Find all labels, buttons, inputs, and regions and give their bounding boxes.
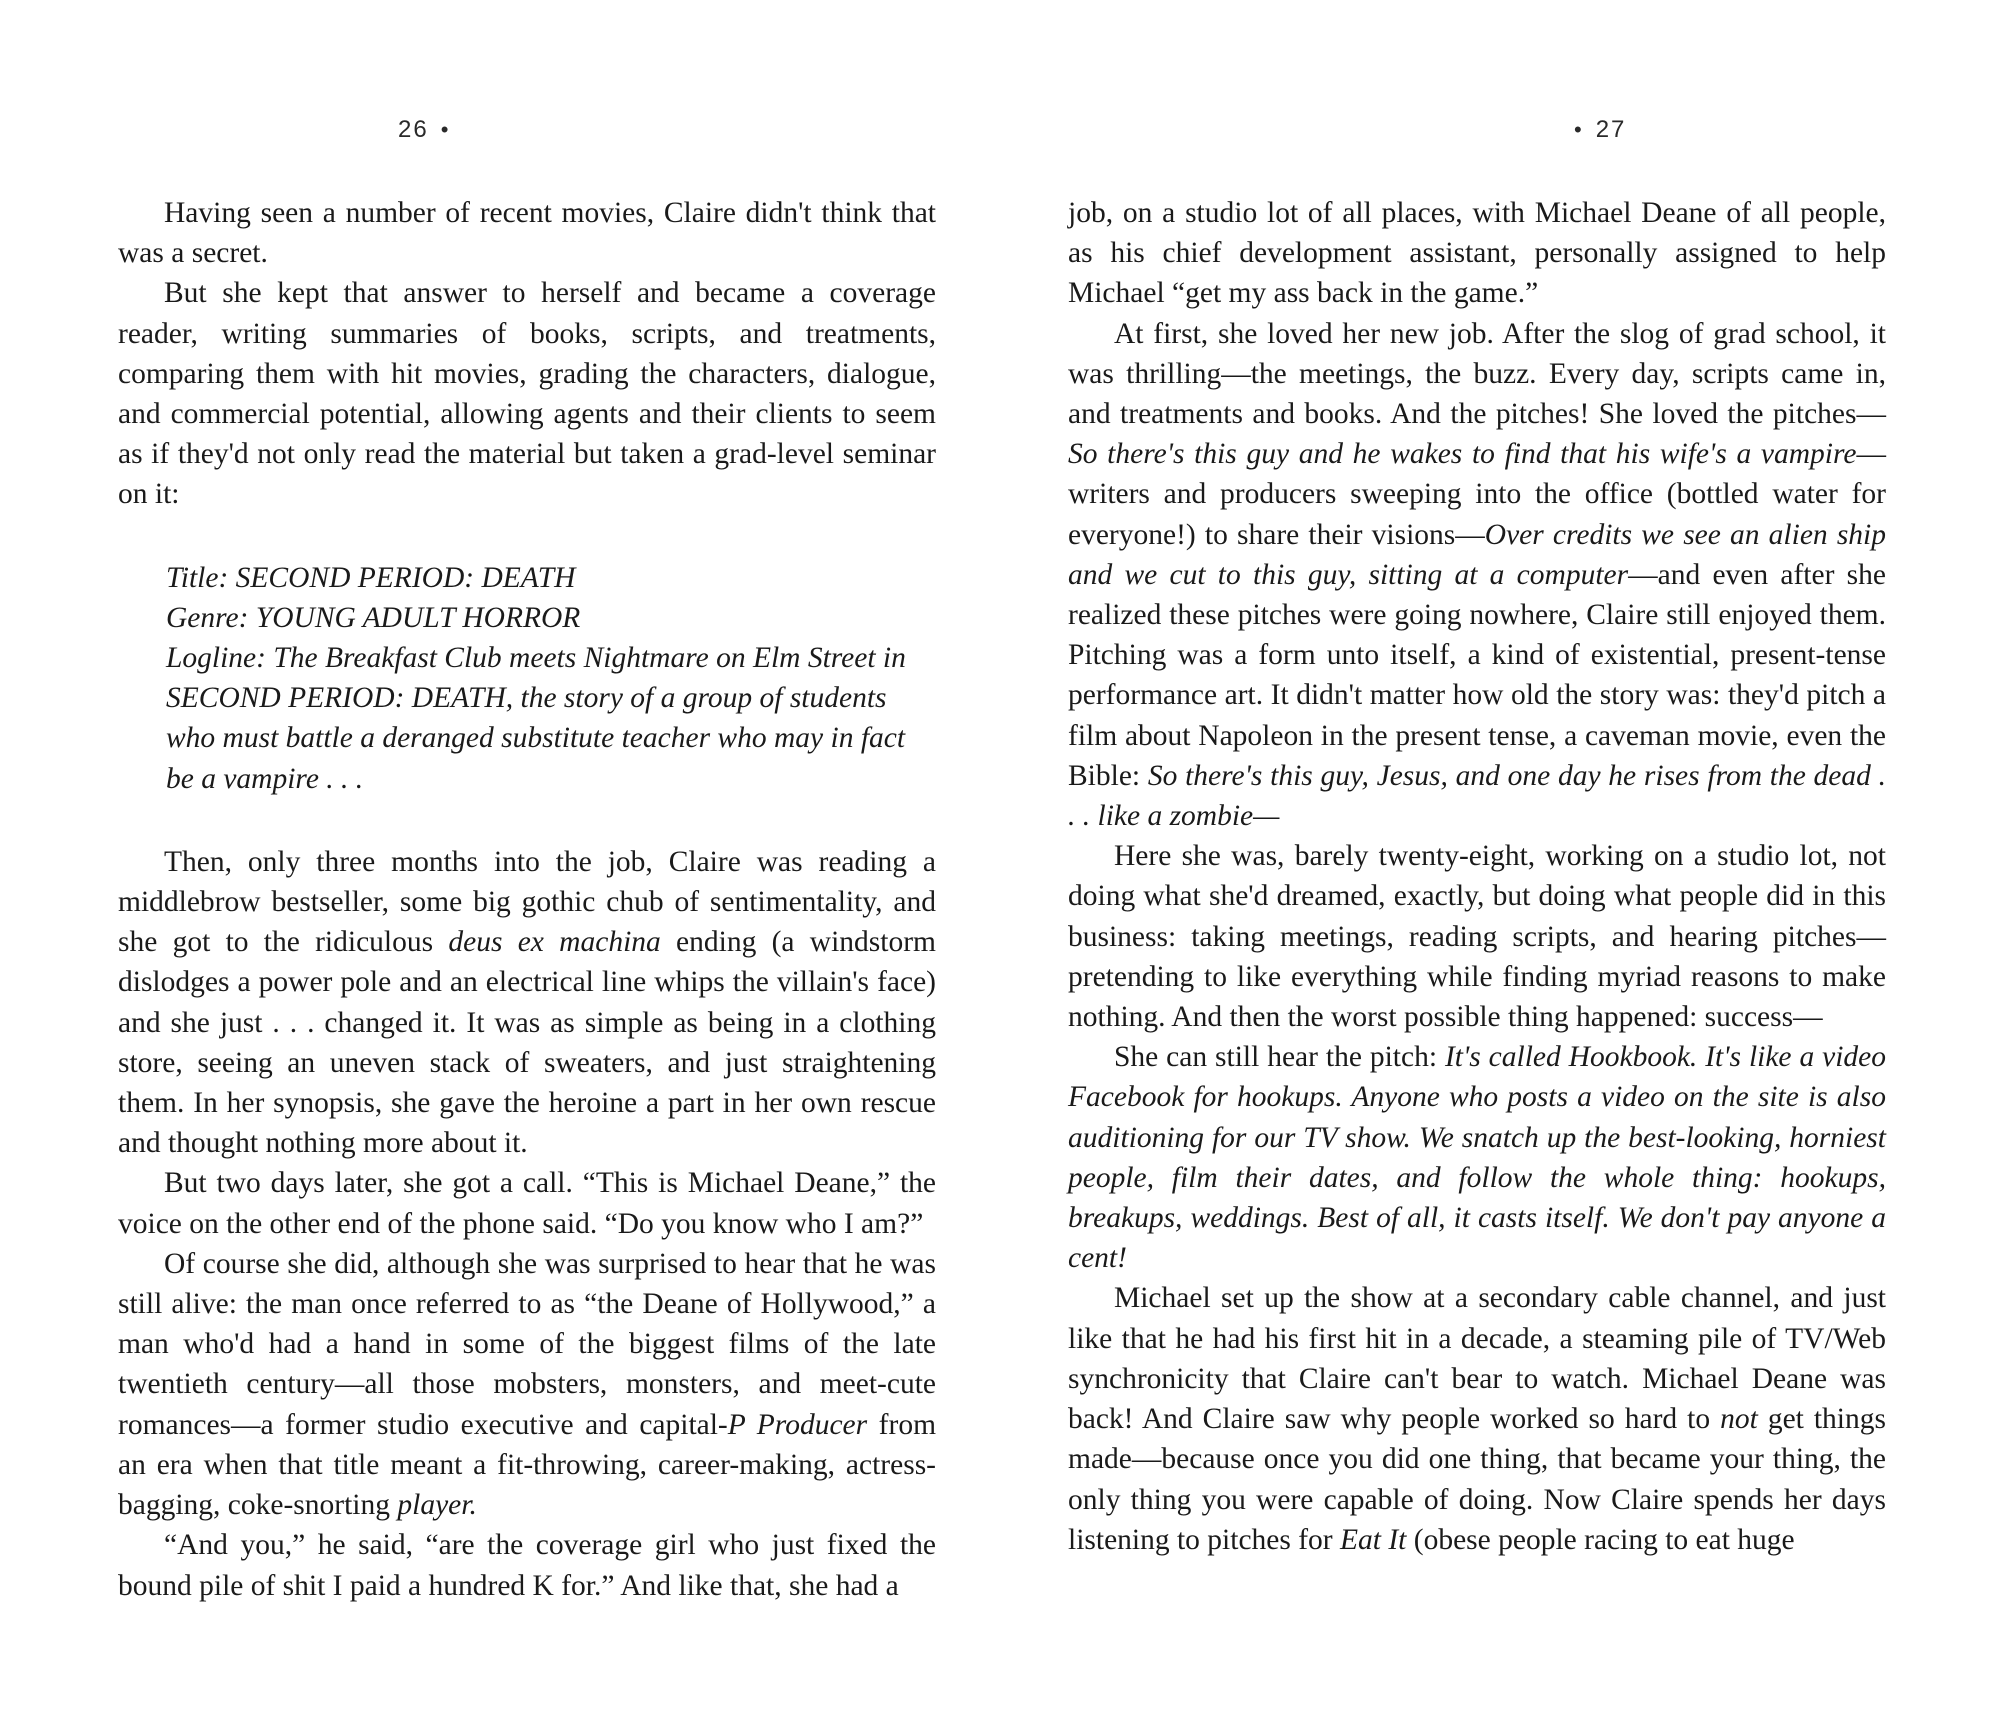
right-paragraph-3: Here she was, barely twenty-eight, working on a studio lot, not doing what she'd dreamed, exactly, but doing what people did in this business: taking meetings, reading scripts, and hearing pitches—pretending to like everything while finding myriad reasons to make nothing. And then the worst possible thing happened: success— <box>1068 840 1886 1034</box>
left-paragraph-3: Then, only three months into the job, Claire was reading a middlebrow bestseller, some big gothic chub of sentimentality, and she got to the ridiculous deus ex machina ending (a windstorm dislodges a power pole and an electrical line whips the villain's face) and she just . . . changed it. It was as simple as being in a clothing store, seeing an uneven stack of sweaters, and just straightening them. In her synopsis, she gave the heroine a part in her own rescue and thought nothing more about it. <box>118 845 936 1160</box>
italic-phrase: So there's this guy and he wakes to find that his wife's a vampire <box>1068 438 1857 471</box>
coverage-genre: Genre: YOUNG ADULT HORROR <box>166 601 581 634</box>
right-paragraph-1: job, on a studio lot of all places, with Michael Deane of all people, as his chief development assistant, personally assigned to help Michael “get my ass back in the game.” <box>1068 197 1886 310</box>
italic-phrase: P Producer <box>727 1408 868 1441</box>
right-page-body <box>1068 193 1886 1560</box>
coverage-blurb <box>166 558 936 799</box>
left-paragraph-2: But she kept that answer to herself and became a coverage reader, writing summaries of books, scripts, and treatments, comparing them with hit movies, grading the characters, dialogue, and commercial potential, allowing agents and their clients to seem as if they'd not only read the material but taken a grad-level seminar on it: <box>118 277 936 511</box>
italic-phrase: It's called Hookbook. It's like a video Facebook for hookups. Anyone who posts a video on the site is also auditioning for our TV show. We snatch up the best-looking, horniest people, film their dates, and follow the whole thing: hookups, breakups, weddings. Best of all, it casts itself. We don't pay anyone a cent! <box>1068 1041 1886 1275</box>
right-page-header <box>1562 116 1626 144</box>
italic-phrase: deus ex machina <box>448 926 661 959</box>
italic-phrase: not <box>1720 1403 1758 1436</box>
left-paragraph-1: Having seen a number of recent movies, Claire didn't think that was a secret. <box>118 197 936 270</box>
right-paragraph-4: She can still hear the pitch: It's called Hookbook. It's like a video Facebook for hookups. Anyone who posts a video on the site is also auditioning for our TV show. We snatch up the best-looking, horniest people, film their dates, and follow the whole thing: hookups, breakups, weddings. Best of all, it casts itself. We don't pay anyone a cent! <box>1068 1041 1886 1275</box>
left-page-body <box>118 193 936 1606</box>
italic-phrase: Eat It <box>1340 1523 1407 1556</box>
right-paragraph-5: Michael set up the show at a secondary cable channel, and just like that he had his first hit in a decade, a steaming pile of TV/Web synchronicity that Claire can't bear to watch. Michael Deane was back! And Claire saw why people worked so hard to not get things made—because once you did one thing, that became your thing, the only thing you were capable of doing. Now Claire spends her days listening to pitches for Eat It (obese people racing to eat huge <box>1068 1282 1886 1556</box>
right-paragraph-2: At first, she loved her new job. After the slog of grad school, it was thrilling—the meetings, the buzz. Every day, scripts came in, and treatments and books. And the pitches! She loved the pitches—So there's this guy and he wakes to find that his wife's a vampire—writers and producers sweeping into the office (bottled water for everyone!) to share their visions—Over credits we see an alien ship and we cut to this guy, sitting at a computer—and even after she realized these pitches were going nowhere, Claire still enjoyed them. Pitching was a form unto itself, a kind of existential, present-tense performance art. It didn't matter how old the story was: they'd pitch a film about Napoleon in the present tense, a caveman movie, even the Bible: So there's this guy, Jesus, and one day he rises from the dead . . . like a zombie— <box>1068 317 1887 833</box>
right-page-number: 27 <box>1595 116 1627 143</box>
italic-phrase: Over credits we see an alien ship and we cut to this guy, sitting at a computer <box>1068 518 1887 591</box>
coverage-title: Title: SECOND PERIOD: DEATH <box>166 561 576 594</box>
right-bullet-separator: • <box>1574 117 1584 142</box>
left-paragraph-6: “And you,” he said, “are the coverage girl who just fixed the bound pile of shit I paid a hundred K for.” And like that, she had a <box>118 1529 936 1602</box>
left-paragraph-5: Of course she did, although she was surprised to hear that he was still alive: the man once referred to as “the Deane of Hollywood,” a man who'd had a hand in some of the biggest films of the late twentieth century—all those mobsters, monsters, and meet-cute romances—a former studio executive and capital-P Producer from an era when that title meant a fit-throwing, career-making, actress-bagging, coke-snorting player. <box>118 1247 937 1522</box>
left-bullet-separator: • <box>440 117 451 142</box>
left-page-header <box>398 116 462 144</box>
italic-phrase: So there's this guy, Jesus, and one day he rises from the dead . . . like a zombie— <box>1068 759 1886 833</box>
coverage-logline: Logline: The Breakfast Club meets Nightmare on Elm Street in SECOND PERIOD: DEATH, the story of a group of students who must battle a deranged substitute teacher who may in fact be a vampire . . . <box>166 642 906 795</box>
italic-phrase: player. <box>397 1489 477 1522</box>
left-page-number: 26 <box>398 116 429 143</box>
left-paragraph-4: But two days later, she got a call. “This is Michael Deane,” the voice on the other end of the phone said. “Do you know who I am?” <box>118 1167 936 1240</box>
